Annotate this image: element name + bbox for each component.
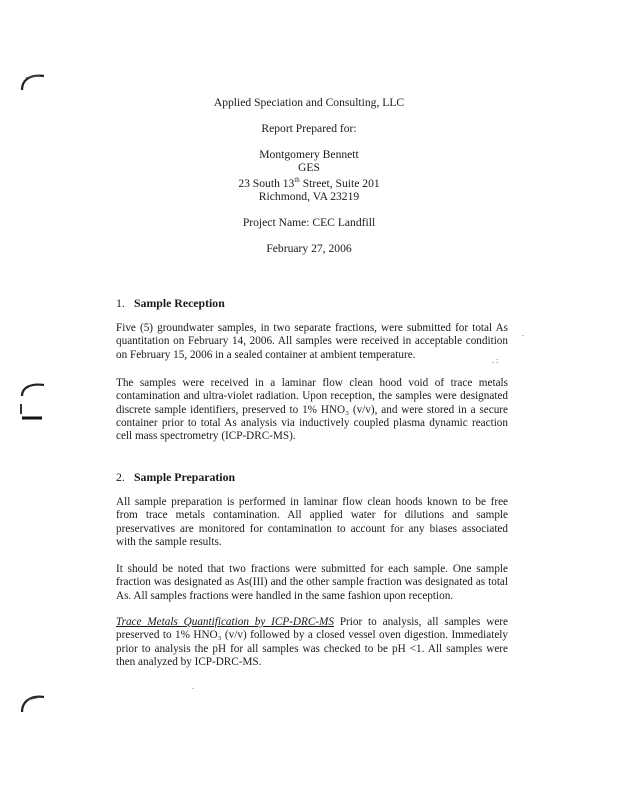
punch-hole-mark-top-icon <box>18 70 48 92</box>
punch-hole-mark-middle-icon <box>18 380 48 424</box>
document-page: Applied Speciation and Consulting, LLC Report Prepared for: Montgomery Bennett GES 23 South 13th Street, Suite 201 Richmond, VA 23219 Project Name: CEC Landfill February 27, 2006 1. Sample Reception Five (5) groundwater samples, in two separate fractions, were submitted for total As quantitation on February 14, 2006. All samples were received in acceptable condition on February 15, 2006 in a sealed container at ambient temperature. The samples were received in a laminar flow clean hood void of trace metals contamination and ultra-violet radiation. Upon reception, the samples were designated discrete sample identifiers, preserved to 1% HNO₃ (v/v), and were stored in a secure container prior to total As analysis via inductively coupled plasma dynamic reaction cell mass spectrometry (ICP-DRC-MS). 2. Sample Preparation All sample preparation is performed in laminar flow clean hoods known to be free from trace metals contamination. All applied water for dilutions and sample preservatives are monitored for contamination to account for any biases associated with the sample results. It should be noted that two fractions were submitted for each sample. One sample fraction was designated as As(III) and the other sample fraction was designated as total As. All samples fractions were handled in the same fashion upon reception. Trace Metals Quantification by ICP-DRC-MS Prior to analysis, all samples were preserved to 1% HNO₃ (v/v) followed by a closed vessel oven digestion. Immediately prior to analysis the pH for all samples was checked to be pH <1. All samples were then analyzed by ICP-DRC-MS. . . : . <box>0 0 618 800</box>
report-date: February 27, 2006 <box>266 241 352 255</box>
paragraph-prep-2: It should be noted that two fractions were submitted for each sample. One sample fraction was designated as As(III) and the other sample fraction was designated as total As. All samples fractions were handled in the same fashion upon reception. <box>116 563 508 602</box>
client-name: Montgomery Bennett <box>259 148 359 161</box>
punch-hole-mark-bottom-icon <box>18 690 48 714</box>
prepared-for-label: Report Prepared for: <box>261 122 357 135</box>
client-city: Richmond, VA 23219 <box>258 189 360 203</box>
client-street: 23 South 13th Street, Suite 201 <box>238 176 380 190</box>
section-heading-sample-preparation: 2. Sample Preparation <box>116 470 236 484</box>
company-name: Applied Speciation and Consulting, LLC <box>213 96 405 109</box>
paragraph-prep-1: All sample preparation is performed in laminar flow clean hoods known to be free from trace metals contamination. All applied water for dilutions and sample preservatives are monitored for contamination to account for any biases associated with the sample results. <box>116 496 508 548</box>
report-header <box>0 96 618 255</box>
paragraph-reception-1: Five (5) groundwater samples, in two separate fractions, were submitted for total As quantitation on February 14, 2006. All samples were received in acceptable condition on February 15, 2006 in a sealed container at ambient temperature. <box>116 322 508 361</box>
project-name: Project Name: CEC Landfill <box>242 215 376 229</box>
client-org: GES <box>298 161 320 174</box>
paragraph-reception-2: The samples were received in a laminar flow clean hood void of trace metals contamination and ultra-violet radiation. Upon reception, the samples were designated discrete sample identifiers, preserved to 1% HNO₃ (v/v), and were stored in a secure container prior to total As analysis via inductively coupled plasma dynamic reaction cell mass spectrometry (ICP-DRC-MS). <box>116 377 508 443</box>
paragraph-prep-3: Trace Metals Quantification by ICP-DRC-MS Prior to analysis, all samples were preserved to 1% HNO₃ (v/v) followed by a closed vessel oven digestion. Immediately prior to analysis the pH for all samples was checked to be pH <1. All samples were then analyzed by ICP-DRC-MS. <box>116 616 508 668</box>
section-heading-sample-reception: 1. Sample Reception <box>116 296 225 310</box>
trace-metals-heading: Trace Metals Quantification by ICP-DRC-MS <box>116 616 334 628</box>
